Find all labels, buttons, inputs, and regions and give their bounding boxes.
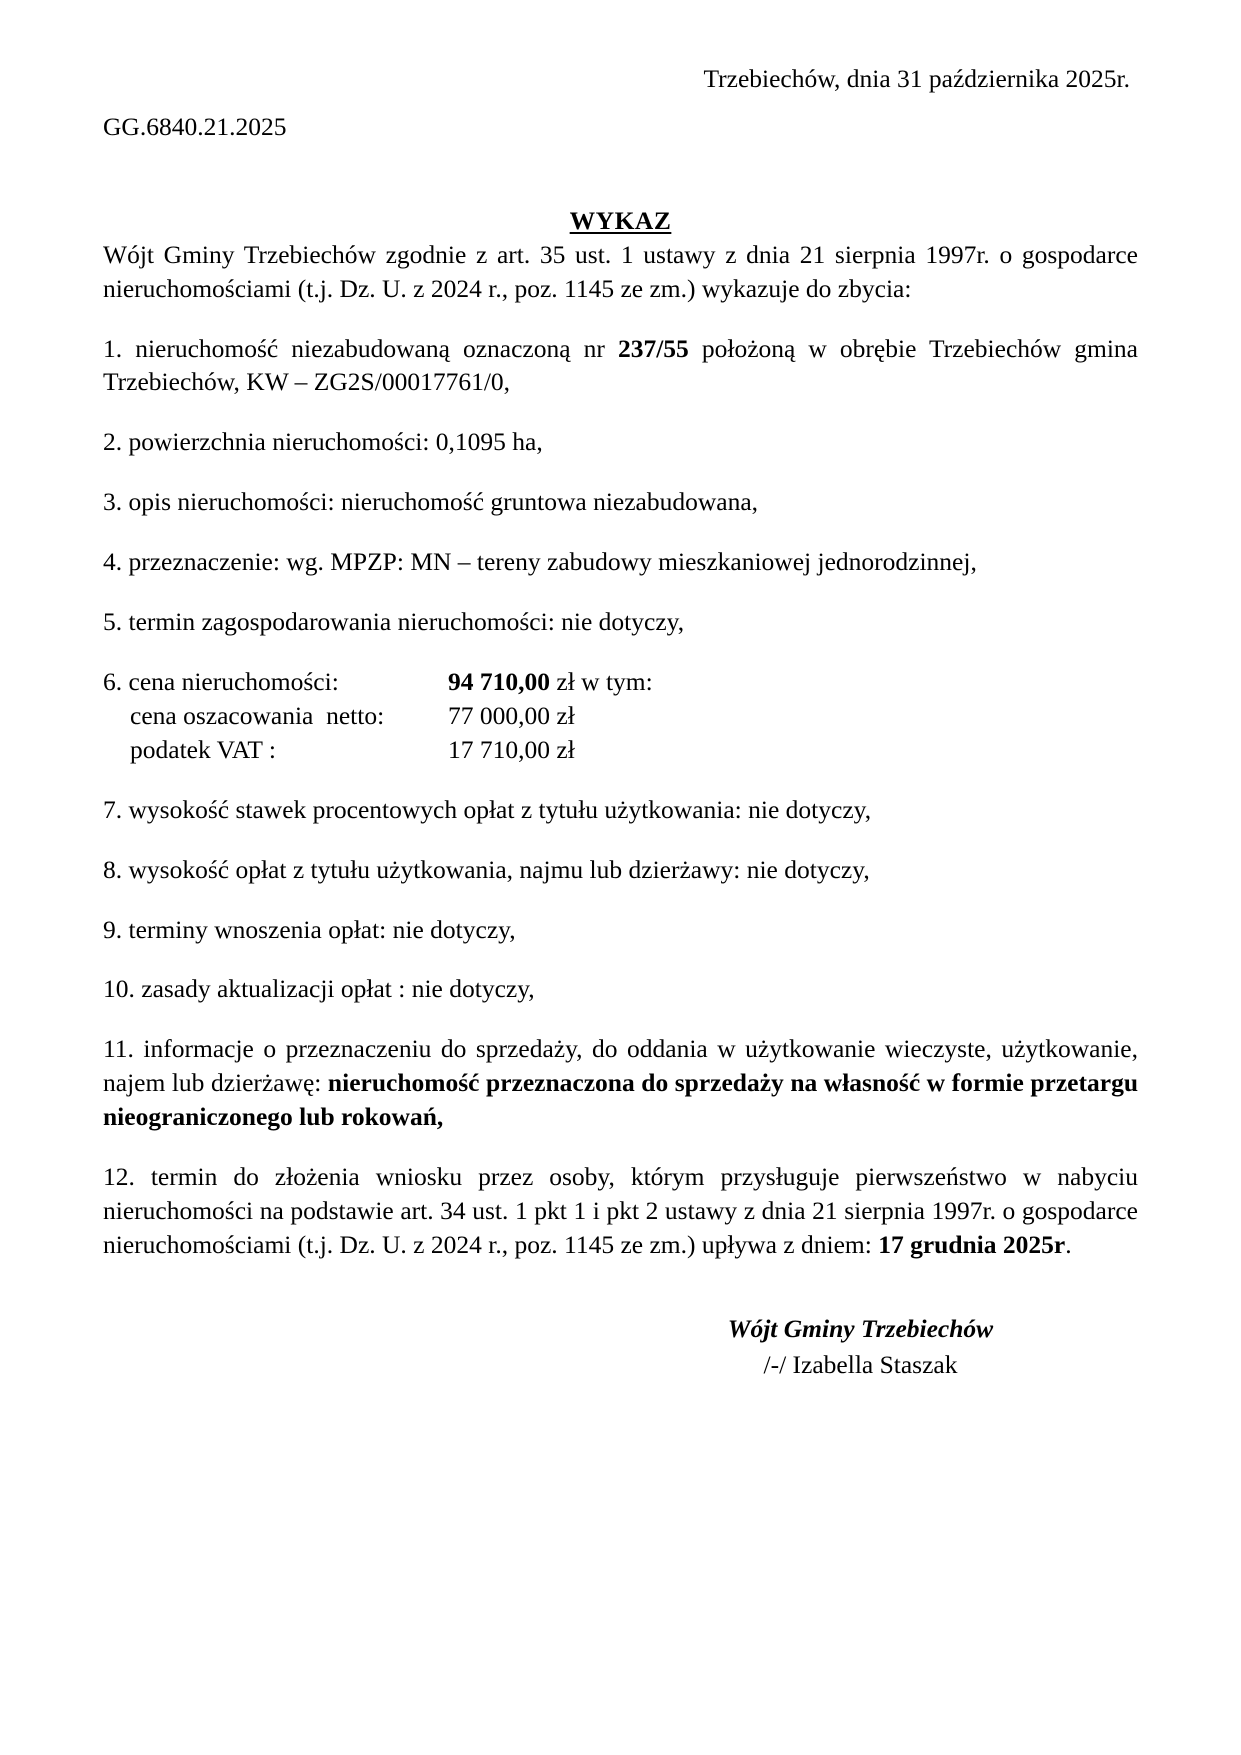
price-row-vat	[103, 733, 1138, 767]
item-12-text-after: .	[1065, 1229, 1072, 1259]
price-value-netto	[448, 699, 575, 733]
signatory-name: /-/ Izabella Staszak	[763, 1349, 958, 1379]
list-item-2: 2. powierzchnia nieruchomości: 0,1095 ha,	[103, 427, 543, 457]
document-body	[103, 62, 1138, 1382]
list-item-1	[103, 332, 1138, 400]
place-and-date: Trzebiechów, dnia 31 października 2025r.	[703, 64, 1130, 93]
item-12-text-before: 12. termin do złożenia wniosku przez osoby, którym przysługuje pierwszeństwo w nabyciu nieruchomości na podstawie art. 34 ust. 1 pkt 1 i pkt 2 ustawy z dnia 21 sierpnia 1997r. o gospodarce nieruchomościami (t.j. Dz. U. z 2024 r., poz. 1145 ze zm.) upływa z dniem:	[103, 1162, 1138, 1259]
price-amount-total: 94 710,00	[448, 666, 550, 696]
signatory-position: Wójt Gminy Trzebiechów	[727, 1313, 994, 1343]
signature-block	[103, 1312, 1138, 1382]
item-1-text-after: położoną w obrębie Trzebiechów gmina Trzebiechów, KW – ZG2S/00017761/0,	[103, 333, 1138, 397]
price-row-total	[103, 665, 1138, 699]
list-item-4: 4. przeznaczenie: wg. MPZP: MN – tereny zabudowy mieszkaniowej jednorodzinnej,	[103, 547, 977, 577]
submission-deadline-date: 17 grudnia 2025r	[878, 1229, 1066, 1259]
price-label-netto: cena oszacowania netto:	[130, 700, 385, 730]
item-11-emphasis: nieruchomość przeznaczona do sprzedaży na własność w formie przetargu nieograniczonego lub rokowań,	[103, 1068, 1138, 1132]
parcel-number: 237/55	[617, 333, 689, 363]
list-item-7: 7. wysokość stawek procentowych opłat z tytułu użytkowania: nie dotyczy,	[103, 794, 872, 824]
list-item-12	[103, 1160, 1138, 1262]
item-1-text-before: 1. nieruchomość niezabudowaną oznaczoną nr	[103, 333, 618, 363]
price-row-netto	[103, 699, 1138, 733]
list-item-11	[103, 1032, 1138, 1134]
price-amount-vat: 17 710,00	[448, 734, 550, 764]
list-item-9: 9. terminy wnoszenia opłat: nie dotyczy,	[103, 914, 516, 944]
document-header	[103, 62, 1138, 144]
list-item-10: 10. zasady aktualizacji opłat : nie dotyczy,	[103, 974, 535, 1004]
price-label-total: 6. cena nieruchomości:	[103, 666, 339, 696]
price-suffix-netto: zł	[550, 700, 575, 730]
price-value-vat	[448, 733, 575, 767]
reference-number: GG.6840.21.2025	[103, 111, 287, 141]
list-item-8: 8. wysokość opłat z tytułu użytkowania, najmu lub dzierżawy: nie dotyczy,	[103, 854, 870, 884]
intro-paragraph: Wójt Gminy Trzebiechów zgodnie z art. 35 ust. 1 ustawy z dnia 21 sierpnia 1997r. o gospodarce nieruchomościami (t.j. Dz. U. z 2024 r., poz. 1145 ze zm.) wykazuje do zbycia:	[103, 239, 1138, 303]
price-value-total	[448, 665, 653, 699]
list-item-5: 5. termin zagospodarowania nieruchomości: nie dotyczy,	[103, 607, 685, 637]
price-amount-netto: 77 000,00	[448, 700, 550, 730]
price-suffix-total: zł w tym:	[550, 666, 653, 696]
price-suffix-vat: zł	[550, 734, 575, 764]
price-label-vat: podatek VAT :	[130, 734, 276, 764]
item-11-text-before: 11. informacje o przeznaczeniu do sprzedaży, do oddania w użytkowanie wieczyste, użytkowanie, najem lub dzierżawę:	[103, 1034, 1138, 1098]
list-item-3: 3. opis nieruchomości: nieruchomość gruntowa niezabudowana,	[103, 487, 759, 517]
price-block	[103, 665, 1138, 767]
page-title: WYKAZ	[569, 205, 672, 235]
